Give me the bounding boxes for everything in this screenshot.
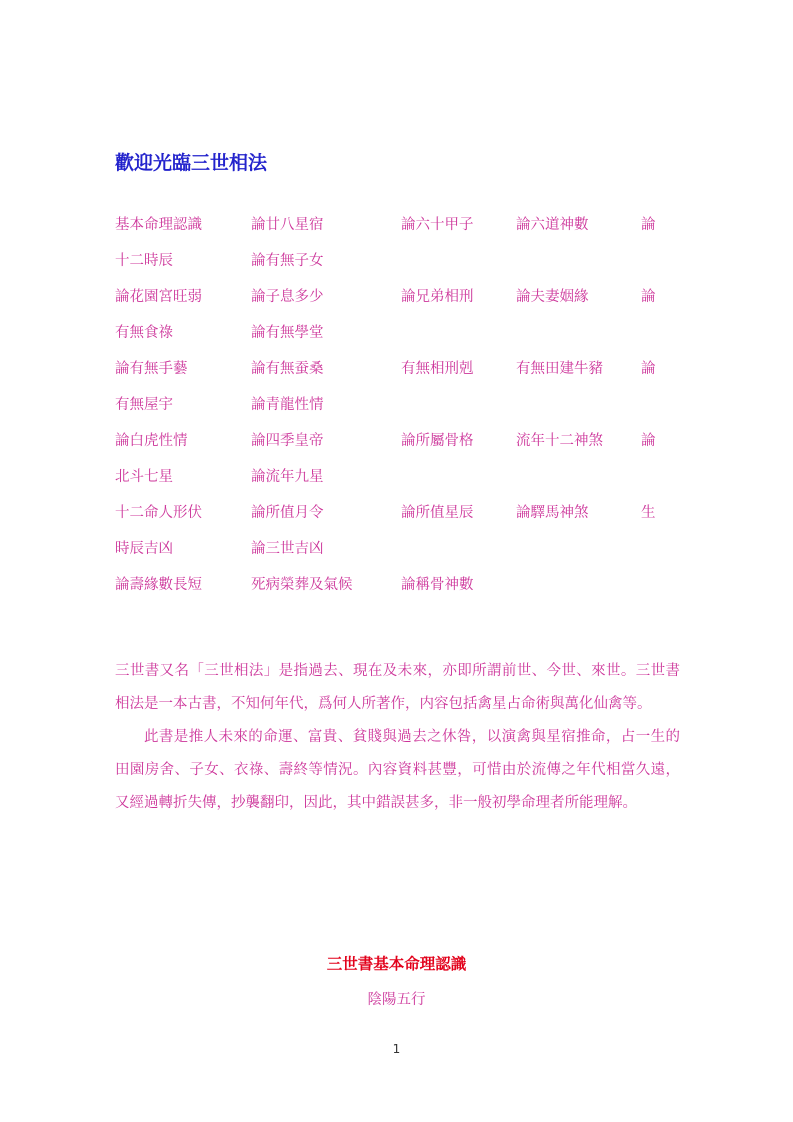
index-cell: 論流年九星 bbox=[251, 468, 324, 485]
index-cell: 論 bbox=[641, 432, 656, 449]
table-row bbox=[115, 493, 685, 529]
index-cell: 論有無學堂 bbox=[251, 324, 324, 341]
index-cell bbox=[516, 457, 641, 493]
index-cell bbox=[641, 241, 685, 277]
index-cell: 生 bbox=[641, 504, 656, 521]
index-cell: 論夫妻姻緣 bbox=[516, 288, 589, 305]
table-row bbox=[115, 385, 685, 421]
index-cell: 論壽緣數長短 bbox=[115, 576, 202, 593]
index-cell bbox=[516, 565, 641, 601]
index-cell: 論六十甲子 bbox=[401, 216, 474, 233]
paragraph-intro: 三世書又名「三世相法」是指過去、現在及未來，亦即所謂前世、今世、來世。三世書相法是一本古書，不知何年代，爲何人所著作，内容包括禽星占命術與萬化仙禽等。 bbox=[115, 663, 680, 712]
index-cell bbox=[401, 241, 516, 277]
index-cell: 論花園宮旺弱 bbox=[115, 288, 202, 305]
index-table bbox=[115, 205, 685, 601]
index-cell: 論 bbox=[641, 288, 656, 305]
index-cell bbox=[641, 529, 685, 565]
index-cell: 論所屬骨格 bbox=[401, 432, 474, 449]
index-cell: 北斗七星 bbox=[115, 468, 173, 485]
index-cell: 論稱骨神數 bbox=[401, 576, 474, 593]
index-cell: 論有無手藝 bbox=[115, 360, 188, 377]
index-cell: 有無相刑剋 bbox=[401, 360, 474, 377]
index-cell: 論兄弟相刑 bbox=[401, 288, 474, 305]
table-row bbox=[115, 349, 685, 385]
index-cell bbox=[641, 457, 685, 493]
index-cell bbox=[516, 313, 641, 349]
index-cell bbox=[401, 457, 516, 493]
index-cell: 十二命人形伏 bbox=[115, 504, 202, 521]
index-cell: 時辰吉凶 bbox=[115, 540, 173, 557]
index-cell: 論六道神數 bbox=[516, 216, 589, 233]
paragraph-description: 此書是推人未來的命運、富貴、貧賤與過去之休咎，以演禽與星宿推命，占一生的田園房舍、子女、衣祿、壽終等情況。內容資料甚豐，可惜由於流傳之年代相當久遠，又經過轉折失傳，抄襲翻印，因此，其中錯誤甚多，非一般初學命理者所能理解。 bbox=[115, 729, 680, 811]
table-row bbox=[115, 205, 685, 241]
table-row bbox=[115, 457, 685, 493]
subsection-title: 陰陽五行 bbox=[367, 992, 426, 1008]
table-row bbox=[115, 565, 685, 601]
index-cell bbox=[401, 529, 516, 565]
index-cell: 論 bbox=[641, 216, 656, 233]
section-title: 三世書基本命理認識 bbox=[326, 955, 467, 973]
index-cell: 論有無蚕桑 bbox=[251, 360, 324, 377]
page-number: 1 bbox=[392, 1042, 401, 1056]
index-cell: 流年十二神煞 bbox=[516, 432, 603, 449]
index-cell: 論所值月令 bbox=[251, 504, 324, 521]
index-cell: 論廿八星宿 bbox=[251, 216, 324, 233]
index-cell: 死病榮葬及氣候 bbox=[251, 576, 353, 593]
index-cell bbox=[516, 241, 641, 277]
index-cell: 論四季皇帝 bbox=[251, 432, 324, 449]
table-row bbox=[115, 277, 685, 313]
table-row bbox=[115, 421, 685, 457]
index-cell bbox=[516, 529, 641, 565]
index-cell: 有無屋宇 bbox=[115, 396, 173, 413]
page-title: 歡迎光臨三世相法 bbox=[115, 152, 268, 174]
index-cell bbox=[516, 385, 641, 421]
index-cell: 有無食祿 bbox=[115, 324, 173, 341]
index-cell bbox=[641, 313, 685, 349]
index-cell bbox=[401, 385, 516, 421]
index-cell: 論三世吉凶 bbox=[251, 540, 324, 557]
index-cell: 有無田建牛豬 bbox=[516, 360, 603, 377]
index-cell: 論白虎性情 bbox=[115, 432, 188, 449]
index-cell: 論有無子女 bbox=[251, 252, 324, 269]
index-cell bbox=[641, 385, 685, 421]
index-cell: 基本命理認識 bbox=[115, 216, 202, 233]
index-cell: 論所值星辰 bbox=[401, 504, 474, 521]
table-row bbox=[115, 241, 685, 277]
table-row bbox=[115, 313, 685, 349]
index-cell bbox=[401, 313, 516, 349]
table-row bbox=[115, 529, 685, 565]
index-cell: 論青龍性情 bbox=[251, 396, 324, 413]
body-text bbox=[115, 655, 680, 820]
index-cell: 十二時辰 bbox=[115, 252, 173, 269]
index-cell: 論驛馬神煞 bbox=[516, 504, 589, 521]
index-cell: 論 bbox=[641, 360, 656, 377]
index-cell bbox=[641, 565, 685, 601]
index-cell: 論子息多少 bbox=[251, 288, 324, 305]
